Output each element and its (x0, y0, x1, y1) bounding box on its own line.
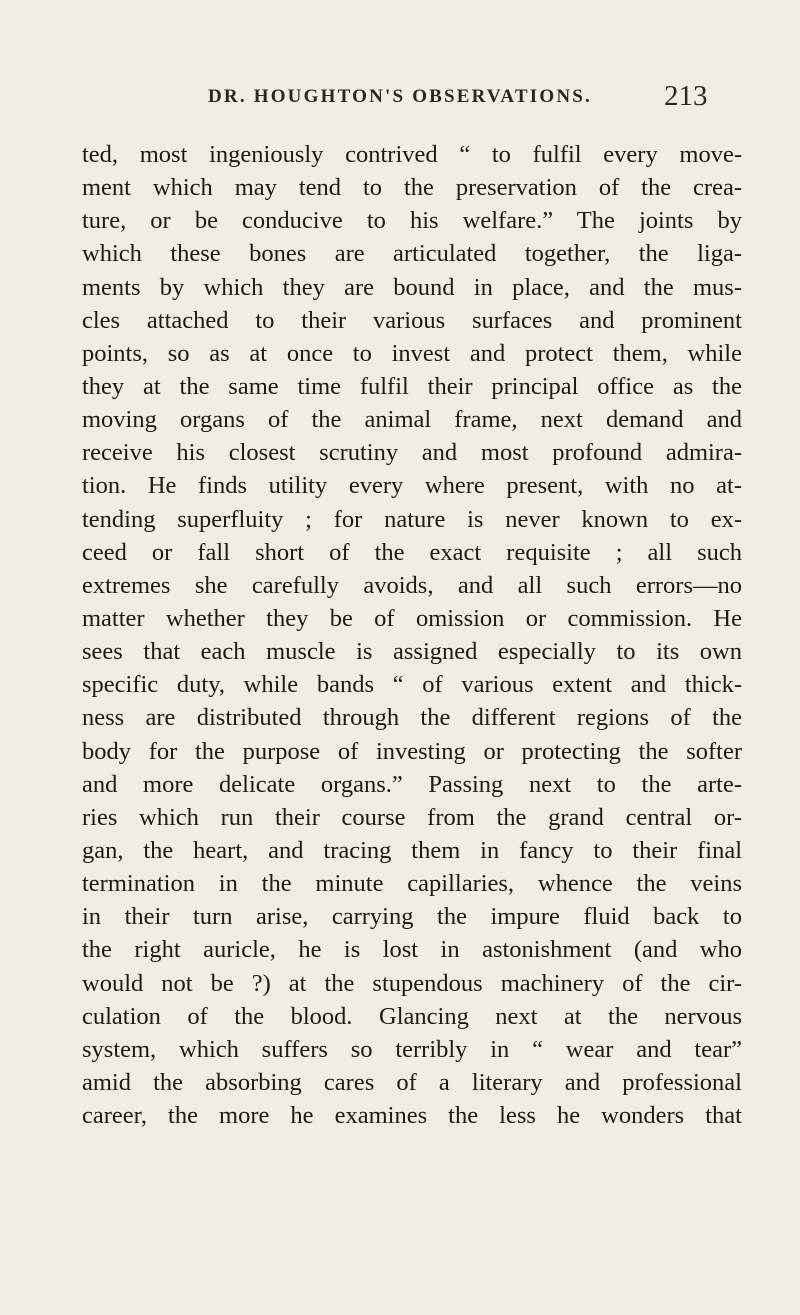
text-line: they at the same time fulfil their principal office as the (82, 372, 742, 400)
text-line: gan, the heart, and tracing them in fancy to their final (82, 836, 742, 864)
text-line: points, so as at once to invest and protect them, while (82, 339, 742, 367)
text-line: cles attached to their various surfaces and prominent (82, 306, 742, 334)
text-line: sees that each muscle is assigned especially to its own (82, 638, 742, 666)
text-line: ments by which they are bound in place, and the mus- (82, 273, 742, 301)
text-line: ture, or be conducive to his welfare.” The joints by (82, 207, 742, 235)
running-head: DR. HOUGHTON'S OBSERVATIONS. (207, 86, 592, 107)
text-line: ness are distributed through the different regions of the (82, 704, 742, 732)
text-line: which these bones are articulated together, the liga- (82, 240, 742, 268)
text-line: extremes she carefully avoids, and all such errors—no (82, 571, 742, 599)
text-line: amid the absorbing cares of a literary and professional (82, 1068, 742, 1096)
text-line: career, the more he examines the less he wonders that (82, 1102, 742, 1130)
text-line: system, which suffers so terribly in “ wear and tear” (82, 1035, 742, 1063)
text-line: ment which may tend to the preservation of the crea- (82, 174, 742, 202)
text-line: the right auricle, he is lost in astonishment (and who (82, 936, 742, 964)
text-line: matter whether they be of omission or commission. He (82, 604, 742, 632)
text-line: specific duty, while bands “ of various extent and thick- (82, 671, 742, 699)
text-line: termination in the minute capillaries, whence the veins (82, 870, 742, 898)
text-line: culation of the blood. Glancing next at the nervous (82, 1002, 742, 1030)
text-line: and more delicate organs.” Passing next to the arte- (82, 770, 742, 798)
text-line: ceed or fall short of the exact requisite ; all such (82, 538, 742, 566)
text-line: body for the purpose of investing or protecting the softer (82, 737, 742, 765)
text-line: would not be ?) at the stupendous machinery of the cir- (82, 969, 742, 997)
text-line: tending superfluity ; for nature is never known to ex- (82, 505, 742, 533)
text-line: moving organs of the animal frame, next demand and (82, 406, 742, 434)
text-line: in their turn arise, carrying the impure fluid back to (82, 903, 742, 931)
text-line: tion. He finds utility every where present, with no at- (82, 472, 742, 500)
text-line: receive his closest scrutiny and most profound admira- (82, 439, 742, 467)
body-text (82, 138, 742, 1132)
text-line: ries which run their course from the grand central or- (82, 803, 742, 831)
text-line: ted, most ingeniously contrived “ to fulfil every move- (82, 141, 742, 168)
page-number: 213 (664, 80, 708, 112)
